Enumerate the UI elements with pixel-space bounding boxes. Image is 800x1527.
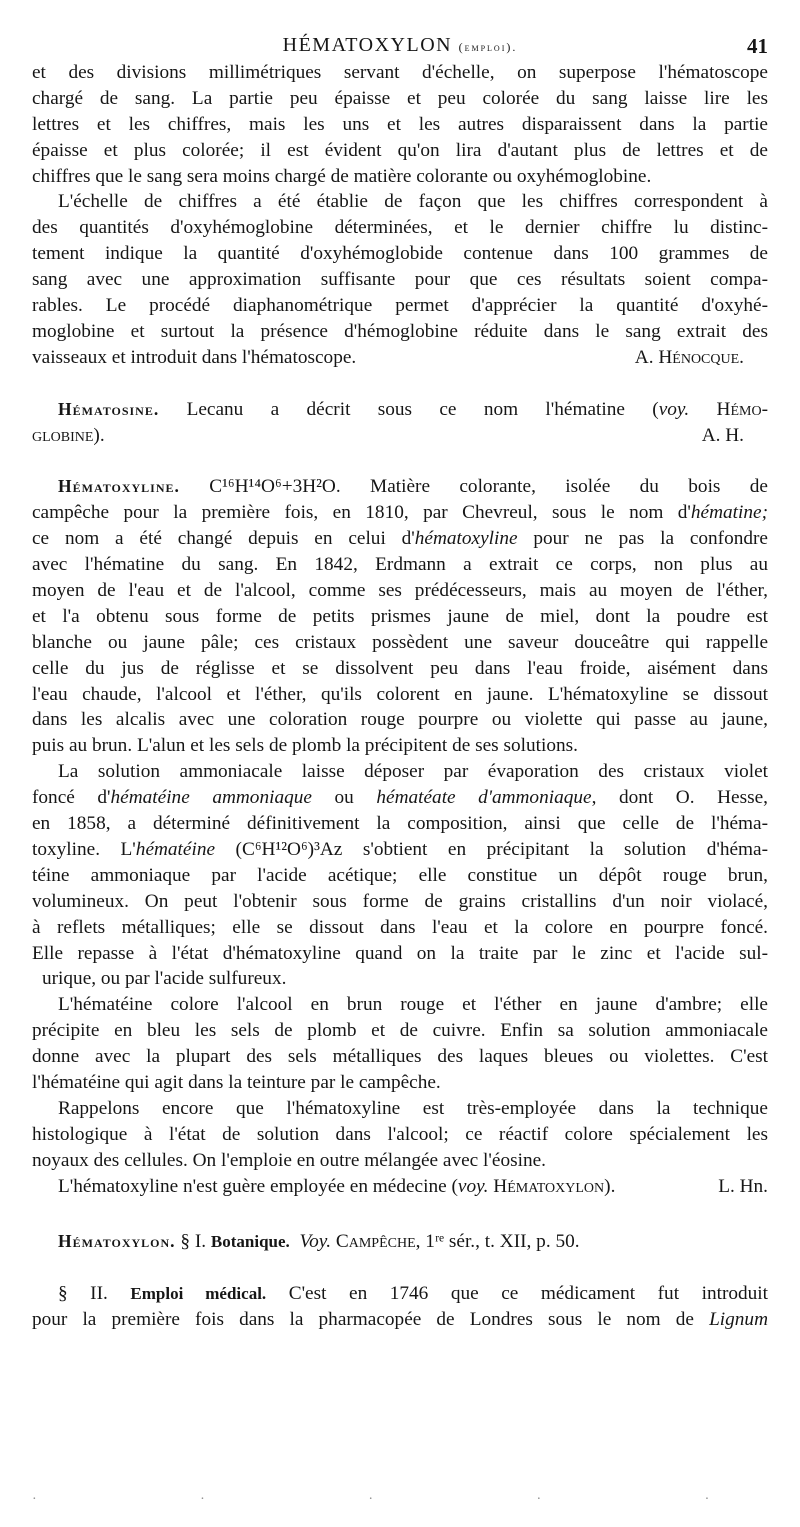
text-span: toxyline. L' <box>32 838 136 860</box>
text-span: voy. <box>658 398 690 420</box>
text-line <box>32 1281 768 1307</box>
text-line: chargé de sang. La partie peu épaisse et peu colorée du sang laisse lire les <box>32 87 768 109</box>
text-span: hématéine ammoniaque <box>110 787 312 809</box>
text-span: pour ne pas la confondre <box>517 528 768 550</box>
text-line <box>32 1174 768 1200</box>
text-span: , 1ʳᵉ sér., t. XII, p. 50. <box>415 1231 580 1253</box>
text-line: moyen de l'eau et de l'alcool, comme ses prédécesseurs, mais au moyen de l'éther, <box>32 580 768 602</box>
section-heading: Botanique. <box>210 1232 290 1252</box>
text-span: , dont O. Hesse, <box>591 787 768 809</box>
text-line: avec l'hématine du sang. En 1842, Erdmann a extrait ce corps, non plus au <box>32 554 768 576</box>
spacer <box>32 1199 768 1229</box>
text-line <box>32 837 768 863</box>
text-line: téine ammoniaque par l'acide acétique; elle constitue un dépôt rouge brun, <box>32 864 768 886</box>
text-span: hématine; <box>690 502 768 524</box>
text-span: hématoxyline <box>414 528 518 550</box>
text-line: lettres et les chiffres, mais les uns et les autres disparaissent dans la partie <box>32 113 768 135</box>
text-line: rables. Le procédé diaphanométrique permet d'apprécier la quantité d'oxyhé- <box>32 295 768 317</box>
section-mark: § I. <box>180 1231 207 1253</box>
entry-hematoxylon <box>32 1229 768 1255</box>
text-line: chiffres que le sang sera moins chargé de matière colorante ou oxyhémoglobine. <box>32 165 652 187</box>
text-line: noyaux des cellules. On l'emploie en outre mélangée avec l'éosine. <box>32 1149 546 1171</box>
cross-reference: Hémo- <box>716 398 769 420</box>
text-line: à reflets métalliques; elle se dissout dans l'eau et la colore en pourpre foncé. <box>32 916 768 938</box>
text-line: puis au brun. L'alun et les sels de plomb la précipitent de ses solutions. <box>32 735 578 757</box>
text-span: ce nom a été changé depuis en celui d' <box>32 528 415 550</box>
cross-reference: Campêche <box>335 1231 416 1253</box>
text-line <box>32 423 768 449</box>
text-span: voy. <box>457 1175 489 1197</box>
text-span: vaisseaux et introduit dans l'hématoscope. <box>32 346 357 368</box>
text-line: donne avec la plupart des sels métalliques des laques bleues ou violettes. C'est <box>32 1046 768 1068</box>
entry-hematosine <box>32 397 768 423</box>
text-line: urique, ou par l'acide sulfureux. <box>42 968 287 990</box>
text-span: hématéine <box>135 838 216 860</box>
text-line: La solution ammoniacale laisse déposer par évaporation des cristaux violet <box>58 761 768 783</box>
text-line: et l'a obtenu sous forme de petits prismes jaune de miel, dont la poudre est <box>32 605 768 627</box>
bottom-specks: · · · · · <box>32 1492 790 1507</box>
text-line: moglobine et surtout la présence d'hémoglobine réduite dans le sang extrait des <box>32 320 768 342</box>
text-line: et des divisions millimétriques servant d'échelle, on superpose l'hématoscope <box>32 62 768 83</box>
text-line: celle du jus de réglisse et se dissolvent peu dans l'eau froide, aisément dans <box>32 657 768 679</box>
text-line: Rappelons encore que l'hématoxyline est très-employée dans la technique <box>58 1097 768 1119</box>
page-number: 41 <box>747 34 768 58</box>
text-span: Lecanu a décrit sous ce nom l'hématine ( <box>186 398 659 420</box>
entry-headword: Hématoxyline. <box>58 476 180 497</box>
text-line <box>32 1307 768 1333</box>
text-line <box>32 345 768 371</box>
text-line: en 1858, a déterminé définitivement la composition, ainsi que celle de l'héma- <box>32 813 768 835</box>
running-title <box>32 34 768 57</box>
author-signature: A. H. <box>701 424 744 446</box>
text-span: ). <box>604 1175 616 1197</box>
author-signature: L. Hn. <box>718 1175 768 1197</box>
text-span: Lignum <box>709 1309 768 1331</box>
text-line: sang avec une approximation suffisante pour que ces résultats soient compa- <box>32 269 768 291</box>
spacer <box>32 448 768 474</box>
text-line: L'hématéine colore l'alcool en brun rouge et l'éther en jaune d'ambre; elle <box>58 994 768 1016</box>
section-heading: Emploi médical. <box>130 1284 267 1304</box>
text-span: (C⁶H¹²O⁶)³Az s'obtient en précipitant la solution d'héma- <box>215 838 768 860</box>
chemical-formula: C¹⁶H¹⁴O⁶+3H²O. <box>209 476 341 498</box>
running-title-main: HÉMATOXYLON <box>282 34 453 56</box>
text-line: tement indique la quantité d'oxyhémoglobide contenue dans 100 grammes de <box>32 243 768 265</box>
text-line: l'hématéine qui agit dans la teinture par le campêche. <box>32 1071 441 1093</box>
page-header <box>32 34 768 58</box>
text-line: Elle repasse à l'état d'hématoxyline quand on la traite par le zinc et l'acide sul- <box>32 942 768 964</box>
author-signature: A. Hénocque. <box>634 346 744 368</box>
text-line: l'eau chaude, l'alcool et l'éther, qu'ils colorent en jaune. L'hématoxyline se dissout <box>32 683 768 705</box>
text-line: blanche ou jaune pâle; ces cristaux possèdent une saveur douceâtre qui rappelle <box>32 631 768 653</box>
cross-reference: Hématoxylon <box>493 1175 605 1197</box>
text-span: pour la première fois dans la pharmacopée de Londres sous le nom de <box>32 1309 710 1331</box>
text-span: Voy. <box>299 1231 332 1253</box>
text-line: volumineux. On peut l'obtenir sous forme de grains cristallins d'un noir violacé, <box>32 890 768 912</box>
spacer <box>32 371 768 397</box>
text-line: précipite en bleu les sels de plomb et de cuivre. Enfin sa solution ammoniacale <box>32 1020 768 1042</box>
text-line <box>32 785 768 811</box>
text-line: épaisse et plus colorée; il est évident qu'on lira d'autant plus de lettres et de <box>32 139 768 161</box>
text-span: ou <box>311 787 377 809</box>
text-span: L'hématoxyline n'est guère employée en médecine ( <box>58 1175 458 1197</box>
running-title-sub: (emploi). <box>458 40 518 54</box>
text-line: L'échelle de chiffres a été établie de façon que les chiffres correspondent à <box>58 191 768 213</box>
text-line: histologique à l'état de solution dans l'alcool; ce réactif colore spécialement les <box>32 1123 768 1145</box>
spacer <box>32 1255 768 1281</box>
text-span: hématéate d'ammoniaque <box>376 787 592 809</box>
entry-headword: Hématoxylon. <box>58 1231 176 1252</box>
text-line: dans les alcalis avec une coloration rouge pourpre ou violette qui passe au jaune, <box>32 709 768 731</box>
text-span: campêche pour la première fois, en 1810, par Chevreul, sous le nom d' <box>32 502 691 524</box>
text-line: des quantités d'oxyhémoglobine déterminées, et le dernier chiffre lu distinc- <box>32 217 768 239</box>
text-span: foncé d' <box>32 787 111 809</box>
text-line <box>32 500 768 526</box>
text-span: C'est en 1746 que ce médicament fut introduit <box>288 1283 769 1305</box>
entry-headword: Hématosine. <box>58 398 160 419</box>
section-mark: § II. <box>58 1283 108 1305</box>
article-body <box>32 60 768 1333</box>
text-span: Matière colorante, isolée du bois de <box>370 476 768 498</box>
entry-hematoxyline <box>32 474 768 500</box>
text-line <box>32 526 768 552</box>
cross-reference: globine). <box>32 424 105 446</box>
